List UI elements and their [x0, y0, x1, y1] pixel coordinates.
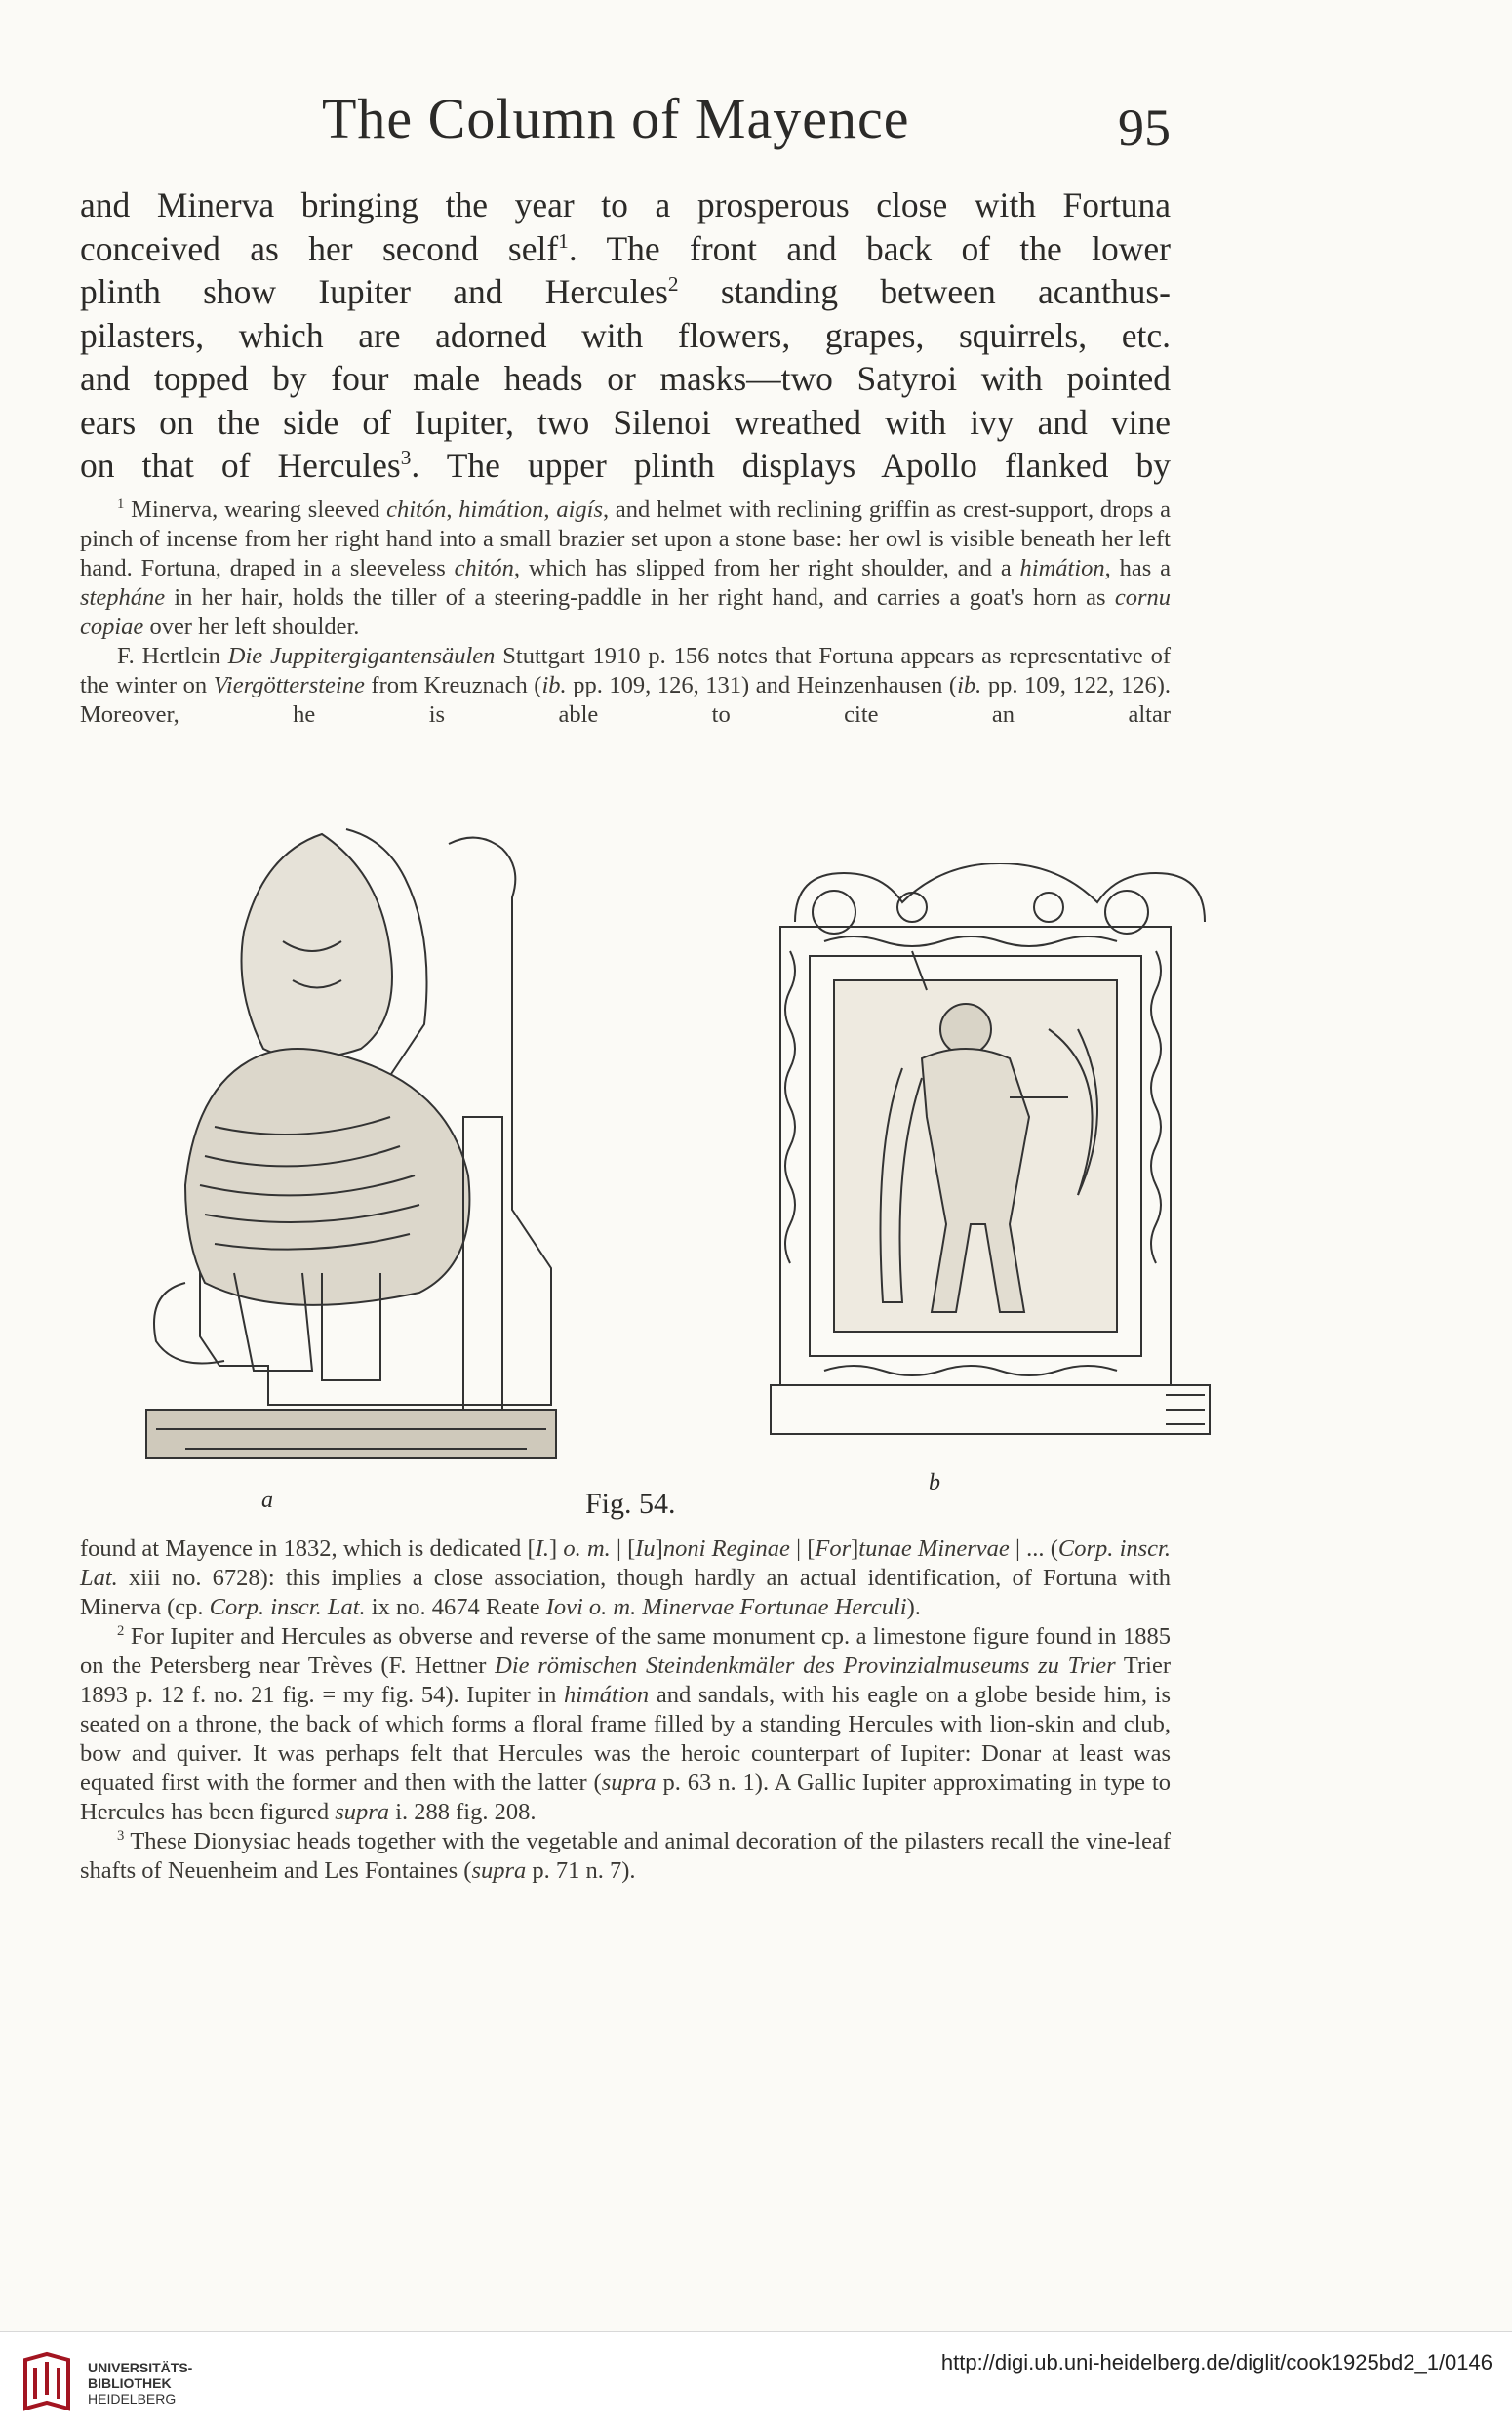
fn-text: Trier 1893 p. 12 f. no. 21 fig. = my fig. 54). Iupiter in	[80, 1653, 1171, 1708]
fn-italic: noni Reginae	[662, 1535, 790, 1562]
footnotes-top	[80, 496, 1171, 730]
fn-italic: himátion	[458, 497, 544, 523]
body-line-text: .	[411, 446, 447, 485]
fn-italic: ib.	[957, 672, 982, 698]
institution-line: BIBLIOTHEK	[88, 2375, 172, 2391]
fn-text: pp. 109, 126, 131) and Heinzenhausen (	[566, 672, 958, 698]
fn-text: ,	[446, 497, 459, 523]
body-line	[80, 270, 1171, 314]
footnote-3	[80, 1827, 1171, 1886]
fn-text: from Kreuznach (	[364, 672, 542, 698]
fn-italic: tunae Minervae	[858, 1535, 1010, 1562]
fn-text: found at Mayence in 1832, which is dedicated [	[80, 1535, 536, 1562]
fn-italic: Viergöttersteine	[213, 672, 365, 698]
running-title: The Column of Mayence	[322, 87, 910, 150]
fn-text: ,	[543, 497, 557, 523]
figure-letter-a: a	[261, 1488, 273, 1513]
fn-text: i. 288 fig. 208.	[389, 1799, 537, 1825]
viewer-footer	[0, 2331, 1512, 2430]
fn-italic: supra	[601, 1770, 657, 1796]
fn-text: p. 71 n. 7).	[526, 1857, 636, 1884]
figure-letter-b: b	[929, 1470, 940, 1495]
fn-italic: Die Juppitergigantensäulen	[227, 643, 496, 669]
body-line-text: conceived as her second self	[80, 228, 559, 268]
figure-54	[117, 824, 1151, 1520]
fn-text: ]	[655, 1535, 663, 1562]
fn-italic: For	[815, 1535, 852, 1562]
page-number: 95	[1118, 99, 1171, 157]
fn-text: , which has slipped from her right shoulder, and a	[513, 555, 1020, 581]
body-line-text: ears on the side of Iupiter, two Silenoi wreathed with ivy and vine	[80, 402, 1171, 442]
footnote-marker: 3	[117, 1827, 125, 1844]
fn-italic: chitón	[386, 497, 447, 523]
permalink-url[interactable]: http://digi.ub.uni-heidelberg.de/diglit/cook1925bd2_1/0146	[940, 2350, 1492, 2374]
fn-text: in her hair, holds the tiller of a steering-paddle in her right hand, and carries a goat's horn as	[165, 584, 1115, 611]
footnote-2	[80, 1622, 1171, 1827]
body-line-text: and Minerva bringing the year to a prosperous close with Fortuna	[80, 185, 1171, 224]
fn-italic: Corp. inscr. Lat.	[209, 1594, 366, 1620]
body-line-text: on that of Hercules	[80, 446, 401, 485]
fn-text: , and helmet with reclining griffin as crest-support, drops a pinch of incense from her right hand into a small brazier set upon a stone base: her owl is visible beneath her left hand. Fortuna, draped in a sleeveless	[80, 497, 1172, 581]
figure-b-hercules-relief-illustration	[756, 863, 1244, 1449]
footnote-1-continued	[80, 642, 1171, 730]
fn-italic: himátion	[564, 1682, 650, 1708]
institution-line: HEIDELBERG	[88, 2391, 177, 2407]
footnote-ref-1[interactable]: 1	[558, 228, 569, 253]
fn-italic: ib.	[541, 672, 567, 698]
fn-text: ).	[906, 1594, 921, 1620]
fn-text: Stuttgart 1910 p. 156 notes that Fortuna appears as representative of the winter on	[80, 643, 1171, 698]
figure-caption: Fig. 54.	[585, 1488, 676, 1520]
body-line-text: and topped by four male heads or masks—two Satyroi with pointed	[80, 359, 1171, 398]
fn-text: , has a	[1104, 555, 1171, 581]
fn-italic: stepháne	[80, 584, 166, 611]
footnote-ref-2[interactable]: 2	[667, 272, 679, 297]
fn-text: Minerva, wearing sleeved	[124, 497, 387, 523]
running-head	[78, 86, 1171, 157]
fn-text: | [	[610, 1535, 636, 1562]
body-line-text: standing between acanthus-	[678, 272, 1171, 311]
library-logo-icon	[20, 2350, 74, 2414]
body-line	[80, 183, 1171, 227]
fn-italic: Iu	[635, 1535, 656, 1562]
fn-text: pp. 109, 122, 126). Moreover, he is able to cite an altar	[80, 672, 1171, 728]
body-line	[80, 401, 1171, 445]
body-line	[80, 227, 1171, 271]
fn-italic: supra	[471, 1857, 527, 1884]
footnote-1	[80, 496, 1171, 642]
fn-italic: Corp. inscr. Lat.	[80, 1535, 1171, 1591]
footnote-ref-3[interactable]: 3	[400, 446, 412, 470]
fn-italic: chitón	[454, 555, 514, 581]
fn-text: These Dionysiac heads together with the vegetable and animal decoration of the pilasters recall the vine-leaf shafts of Neuenheim and Les Fontaines (	[80, 1828, 1171, 1884]
main-paragraph	[80, 183, 1171, 488]
fn-italic: o. m.	[563, 1535, 611, 1562]
footnotes-bottom	[80, 1534, 1171, 1886]
figure-a-seated-iupiter-illustration	[127, 824, 673, 1488]
body-line	[80, 357, 1171, 401]
fn-text: ]	[851, 1535, 859, 1562]
body-line	[80, 444, 1171, 488]
body-line-text: . The front and back of the lower	[568, 228, 1171, 268]
body-line-text: The upper plinth displays Apollo flanked by	[446, 446, 1172, 485]
institution-name	[88, 2360, 192, 2407]
footnote-marker: 2	[117, 1622, 125, 1639]
fn-text: xiii no. 6728): this implies a close association, though hardly an actual identification, of Fortuna with Minerva (cp.	[80, 1565, 1171, 1620]
fn-italic: I.	[535, 1535, 549, 1562]
fn-italic: aigís	[556, 497, 603, 523]
institution-line: UNIVERSITÄTS-	[88, 2360, 193, 2375]
fn-text: p. 63 n. 1). A Gallic Iupiter approximating in type to Hercules has been figured	[80, 1770, 1171, 1825]
fn-text: over her left shoulder.	[143, 614, 360, 640]
fn-text: For Iupiter and Hercules as obverse and reverse of the same monument cp. a limestone figure found in 1885 on the Petersberg near Trèves (F. Hettner	[80, 1623, 1171, 1679]
body-line-text: pilasters, which are adorned with flowers, grapes, squirrels, etc.	[80, 315, 1171, 355]
fn-text: F. Hertlein	[117, 643, 228, 669]
footnote-marker: 1	[117, 496, 125, 512]
fn-text: | [	[789, 1535, 816, 1562]
fn-text: ]	[548, 1535, 564, 1562]
fn-text: | ... (	[1009, 1535, 1058, 1562]
fn-italic: Die römischen Steindenkmäler des Provinzialmuseums zu Trier	[495, 1653, 1116, 1679]
footnote-1-conclusion	[80, 1534, 1171, 1622]
fn-italic: himátion	[1019, 555, 1105, 581]
body-line	[80, 314, 1171, 358]
fn-italic: cornu copiae	[80, 584, 1171, 640]
fn-text: ix no. 4674 Reate	[365, 1594, 546, 1620]
fn-text: and sandals, with his eagle on a globe beside him, is seated on a throne, the back of which forms a floral frame filled by a standing Hercules with lion-skin and club, bow and quiver. It was perhaps felt that Hercules was the heroic counterpart of Iupiter: Donar at least was equated first with the former and then with the latter (	[80, 1682, 1171, 1796]
fn-italic: Iovi o. m. Minervae Fortunae Herculi	[545, 1594, 907, 1620]
body-line-text: plinth show Iupiter and Hercules	[80, 272, 668, 311]
fn-italic: supra	[335, 1799, 390, 1825]
